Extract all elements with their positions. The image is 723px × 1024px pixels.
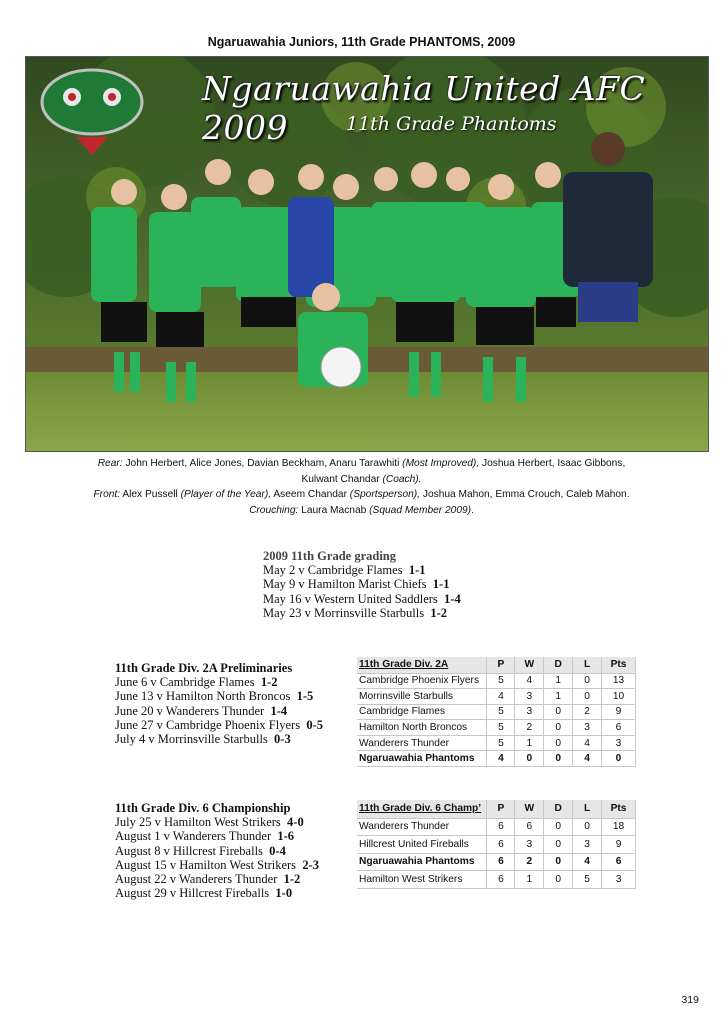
caption-rear-cont: Kulwant Chandar (Coach). [301,473,422,485]
result-line: August 15 v Hamilton West Strikers 2-3 [115,857,319,872]
result-line: July 25 v Hamilton West Strikers 4-0 [115,815,304,830]
result-line: August 29 v Hillcrest Fireballs 1-0 [115,886,293,901]
result-line: August 1 v Wanderers Thunder 1-6 [115,829,295,844]
result-line: June 13 v Hamilton North Broncos 1-5 [115,689,314,704]
prelims-heading: 11th Grade Div. 2A Preliminaries [115,661,293,675]
table-row: Morrinsville Starbulls 4 3 1 0 10 [357,689,636,705]
table-row: Hamilton North Broncos 5 2 0 3 6 [357,720,636,736]
prelims-results [115,661,323,746]
grading-results [263,549,461,620]
table-header-row: 11th Grade Div. 2A P W D L Pts [357,657,636,673]
result-line: June 20 v Wanderers Thunder 1-4 [115,703,288,718]
result-line: May 23 v Morrinsville Starbulls 1-2 [263,605,448,620]
result-line: June 6 v Cambridge Flames 1-2 [115,675,278,690]
caption-rear: Rear: John Herbert, Alice Jones, Davian Beckham, Anaru Tarawhiti (Most Improved), Joshua Herbert, Isaac Gibbons, [97,458,626,469]
div6-standings-table [357,800,636,889]
page-title: Ngaruawahia Juniors, 11th Grade PHANTOMS, 2009 [207,35,516,49]
table-row: Wanderers Thunder 6 6 0 0 18 [357,818,636,836]
table-row: Hillcrest United Fireballs 6 3 0 3 9 [357,836,636,854]
caption-front: Front: Alex Pussell (Player of the Year), Aseem Chandar (Sportsperson), Joshua Mahon, Emma Crouch, Caleb Mahon. [93,489,630,500]
page-number: 319 [681,994,699,1006]
table-row: Cambridge Phoenix Flyers 5 4 1 0 13 [357,673,636,689]
result-line: August 8 v Hillcrest Fireballs 0-4 [115,843,286,858]
photo-banner-subtitle: 11th Grade Phantoms [346,113,557,135]
table-row: Hamilton West Strikers 6 1 0 5 3 [357,871,636,889]
result-line: May 9 v Hamilton Marist Chiefs 1-1 [263,577,450,592]
championship-heading: 11th Grade Div. 6 Championship [115,801,291,815]
table-row-highlight: Ngaruawahia Phantoms 6 2 0 4 6 [357,853,636,871]
photo-banner-title: Ngaruawahia United AFC 2009 [202,69,646,147]
result-line: May 2 v Cambridge Flames 1-1 [263,563,426,578]
result-line: July 4 v Morrinsville Starbulls 0-3 [115,732,291,747]
caption-crouching: Crouching: Laura Macnab (Squad Member 2009). [249,504,474,516]
result-line: June 27 v Cambridge Phoenix Flyers 0-5 [115,717,323,732]
championship-results [115,801,319,900]
table-row: Cambridge Flames 5 3 0 2 9 [357,704,636,720]
team-photo [25,56,709,452]
table-row-highlight: Ngaruawahia Phantoms 4 0 0 4 0 [357,751,636,767]
grading-heading: 2009 11th Grade grading [263,549,396,563]
result-line: August 22 v Wanderers Thunder 1-2 [115,872,301,887]
result-line: May 16 v Western United Saddlers 1-4 [263,591,461,606]
table-header-row: 11th Grade Div. 6 Champ’ P W D L Pts [357,800,636,818]
div2a-standings-table [357,657,636,767]
table-row: Wanderers Thunder 5 1 0 4 3 [357,735,636,751]
photo-caption [40,456,683,518]
